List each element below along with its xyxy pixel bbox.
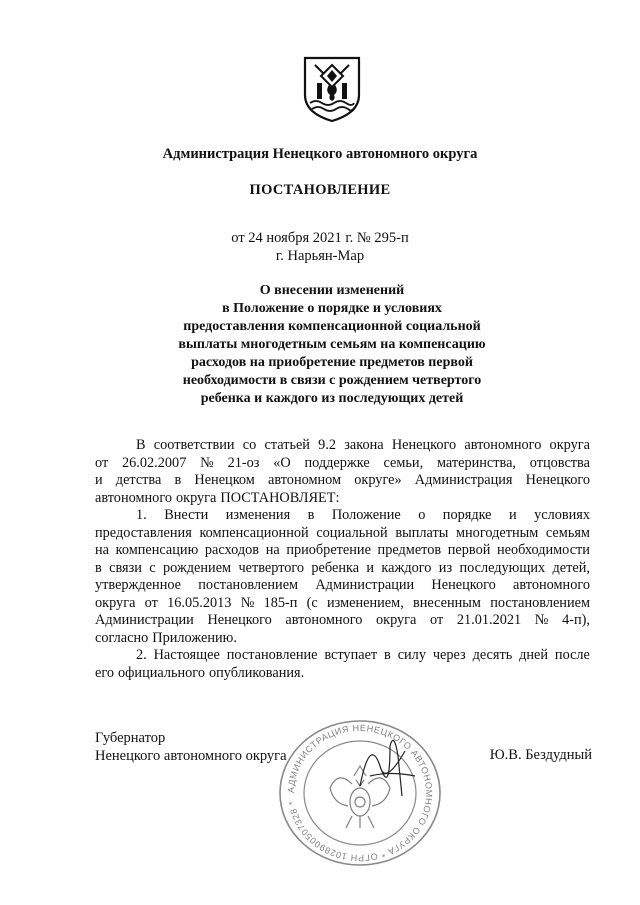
title-line: ребенка и каждого из последующих детей (200, 391, 464, 406)
body-word: В (136, 437, 146, 453)
body-word: компенсационной (199, 524, 309, 541)
body-word: на (95, 542, 109, 558)
body-word: на (265, 542, 280, 558)
body-word: компенсацию (115, 542, 199, 558)
title-line: предоставления компенсационной социальной (183, 319, 481, 334)
body-word: рождением (162, 559, 232, 576)
body-word: от (430, 612, 444, 628)
body-word: ребенка (311, 559, 360, 576)
body-line (95, 595, 590, 613)
body-word: соответствии (153, 437, 235, 453)
body-word: материнства, (436, 454, 516, 471)
body-line (95, 507, 590, 525)
document-type: ПОСТАНОВЛЕНИЕ (249, 182, 391, 198)
body-line (95, 577, 590, 595)
body-word: семьи, (383, 454, 424, 471)
body-word: 26.02.2007 (122, 454, 187, 471)
body-word: Администрация (414, 472, 513, 488)
body-line (95, 490, 590, 508)
body-word: каждого (381, 559, 432, 576)
body-word: от (95, 454, 109, 471)
document-title (130, 282, 534, 408)
body-word: статьей (264, 437, 310, 453)
body-word: Ненецкого (431, 577, 496, 593)
body-word: связи (109, 559, 142, 576)
body-word: и (95, 472, 103, 488)
body-word: в (384, 647, 391, 663)
body-word: № (534, 612, 549, 628)
body-word: официального (118, 664, 205, 681)
body-word: Ненецкого (525, 472, 590, 488)
body-word: предметов (377, 542, 442, 558)
body-word: детей, (552, 559, 590, 576)
organization-name: Администрация Ненецкого автономного округа (162, 146, 478, 162)
body-word: 4-п), (562, 612, 590, 628)
body-word: в (307, 507, 315, 523)
signatory-position-line1: Губернатор (95, 730, 166, 746)
body-line (95, 542, 590, 560)
title-line: необходимости в связи с рождением четвертого (182, 373, 482, 388)
body-word: из (438, 559, 453, 576)
body-word: округа (549, 437, 590, 453)
body-word: и (366, 559, 375, 576)
body-word: последующих (459, 559, 546, 576)
body-word: 2. (136, 647, 147, 663)
body-word: постановлением (198, 577, 299, 593)
body-word: Положение (331, 507, 401, 523)
body-word: автономном (268, 472, 342, 488)
body-word: семьям (545, 524, 590, 541)
body-word: 21.01.2021 (456, 612, 522, 628)
handwritten-signature-icon (350, 726, 420, 806)
body-word: округа (95, 594, 136, 611)
body-word: округе» (354, 472, 402, 488)
stamp-ring-text: АДМИНИСТРАЦИЯ НЕНЕЦКОГО АВТОНОМНОГО ОКРУГА * ОГРН 1028900507328 * (285, 722, 435, 864)
body-word: Настоящее (153, 647, 220, 663)
body-word: Ненецкого (391, 437, 457, 453)
body-word: приобретение (286, 542, 371, 558)
body-line (95, 647, 590, 665)
body-line (95, 437, 590, 455)
body-word: с (149, 559, 156, 576)
body-word: автономного (285, 612, 363, 628)
body-word: Ненецком (194, 472, 255, 488)
body-word: и (508, 507, 517, 523)
signatory-name: Ю.В. Бездудный (489, 747, 592, 763)
body-word: в (174, 472, 182, 488)
body-word: отцовства (529, 454, 590, 471)
body-line (95, 525, 590, 543)
body-line (95, 472, 590, 490)
body-word: автономного (513, 577, 590, 593)
body-word: 185-п (263, 594, 298, 611)
signatory-position (95, 729, 287, 765)
body-word: четвертого (238, 559, 305, 576)
body-word: 16.05.2013 (167, 594, 232, 611)
body-word: о (418, 507, 426, 523)
body-word: согласно (95, 629, 149, 646)
body-word: постановление (226, 647, 318, 663)
body-word: в (95, 559, 102, 576)
body-word: (с (306, 594, 318, 611)
body-word: условиях (534, 507, 590, 523)
body-word: Администрации (315, 577, 415, 593)
body-word: поддержке (304, 454, 370, 471)
body-word: его (95, 664, 115, 681)
body-word: через (432, 647, 466, 663)
body-word: от (144, 594, 158, 611)
title-line: выплаты многодетным семьям на компенсацию (178, 337, 486, 352)
body-word: социальной (316, 524, 388, 541)
body-word: № (200, 454, 214, 471)
body-word: порядке (442, 507, 492, 523)
coat-of-arms-icon (301, 55, 363, 123)
body-word: «О (273, 454, 291, 471)
body-word: Ненецкого (207, 612, 272, 628)
body-word: расходов (204, 542, 260, 558)
body-word: № (240, 594, 255, 611)
body-word: предоставления (95, 524, 192, 541)
title-line: О внесении изменений (259, 283, 405, 298)
body-word: 9.2 (318, 437, 337, 453)
body-word: внесенным (413, 594, 481, 611)
title-line: в Положение о порядке и условиях (222, 301, 442, 316)
body-word: вступает (324, 647, 378, 663)
body-word: со (242, 437, 257, 453)
body-word: необходимости (497, 542, 590, 558)
body-word: выплаты (395, 524, 449, 541)
document-body (95, 437, 590, 682)
body-word: округа (375, 612, 417, 628)
body-line (95, 665, 590, 683)
body-word: автономного (95, 489, 172, 506)
body-word: опубликования. (208, 664, 305, 681)
body-word: округа (175, 489, 217, 506)
body-word: утвержденное (95, 577, 182, 593)
body-word: закона (344, 437, 384, 453)
body-word: Администрации (95, 612, 194, 628)
body-word: ПОСТАНОВЛЯЕТ: (220, 489, 340, 506)
title-line: расходов на приобретение предметов первой (191, 355, 473, 370)
body-line (95, 455, 590, 473)
date-and-number: от 24 ноября 2021 г. № 295-п (231, 230, 409, 246)
body-word: изменением, (327, 594, 404, 611)
body-word: первой (447, 542, 491, 558)
body-word: изменения (225, 507, 291, 523)
body-word: силу (397, 647, 426, 663)
body-word: 21-оз (227, 454, 260, 471)
body-word: детства (115, 472, 162, 488)
body-word: Приложению. (152, 629, 237, 646)
body-word: дней (519, 647, 549, 663)
body-line (95, 612, 590, 630)
body-word: Внести (164, 507, 209, 523)
city: г. Нарьян-Мар (275, 248, 365, 264)
body-word: после (554, 647, 590, 663)
body-word: многодетным (455, 524, 539, 541)
body-word: 1. (136, 507, 147, 523)
body-word: десять (472, 647, 513, 663)
body-line (95, 560, 590, 578)
body-word: постановлением (490, 594, 590, 611)
signatory-position-line2: Ненецкого автономного округа (95, 748, 287, 764)
body-line (95, 630, 590, 648)
body-word: автономного (464, 437, 542, 453)
